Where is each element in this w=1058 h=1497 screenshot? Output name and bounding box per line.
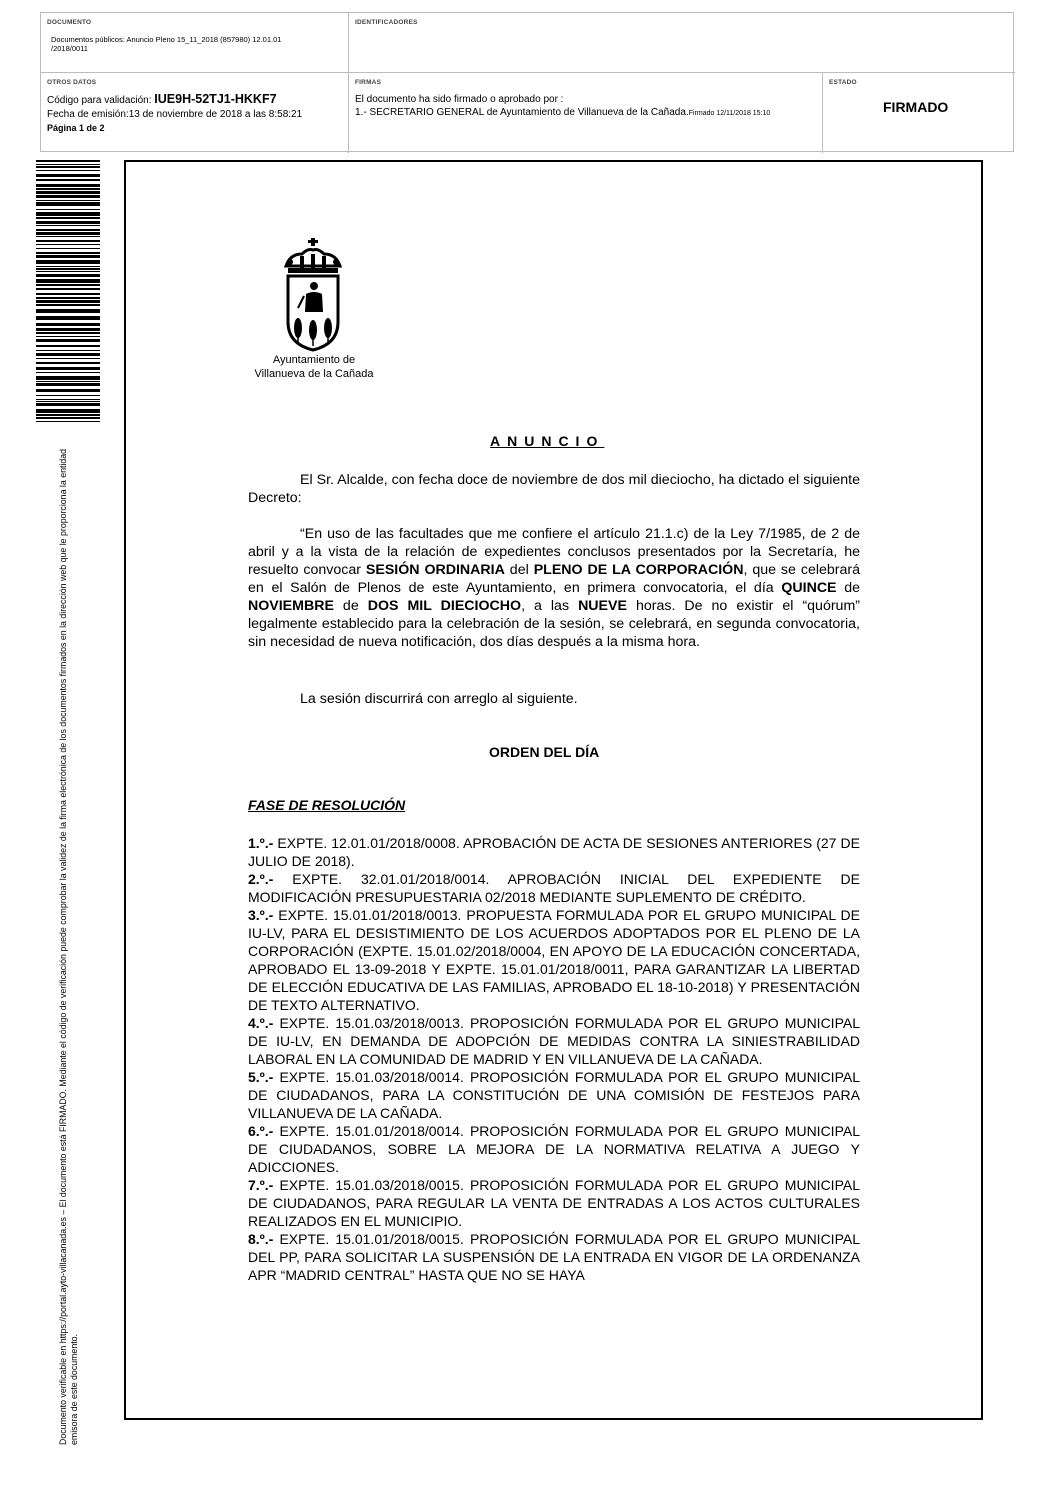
decreto-bold-2: PLENO DE LA CORPORACIÓN [533, 562, 744, 578]
decreto-text-1: “En uso de las facultades que me confiere el artículo 21.1.c) de la Ley 7/1985, de 2 de abril y a la vista de la relación de expedientes conclusos presentados por la Secretaría, he resuelto convocar [248, 526, 860, 578]
side-text-line2: emisora de este documento. [69, 1333, 79, 1445]
decreto-text-2: del [504, 562, 534, 578]
firmante-fecha: Firmado 12/11/2018 15:10 [688, 110, 771, 117]
agenda-item [248, 1122, 860, 1176]
decreto-text-7: horas. De no existir el “quórum” legalmente establecido para la celebración de la sesión, se celebrará, en segunda convocatoria, sin necesidad de nueva notificación, dos días después a la misma hora. [248, 598, 860, 650]
otros-datos-cell [41, 73, 349, 153]
identificadores-label: IDENTIFICADORES [355, 19, 418, 26]
firmante-line [355, 106, 815, 120]
decreto-text-3: , que se celebrará en el Salón de Plenos de este Ayuntamiento, en primera convocatoria, el día [248, 562, 861, 596]
agenda-item-number: 8.º.- [248, 1231, 274, 1247]
barcode [36, 160, 100, 422]
fecha-emision: Fecha de emisión:13 de noviembre de 2018 a las 8:58:21 [47, 109, 303, 120]
page-title: ANUNCIO [490, 433, 605, 449]
firmas-label: FIRMAS [355, 79, 382, 86]
estado-cell [823, 73, 1015, 153]
agenda-item-text: EXPTE. 15.01.01/2018/0015. PROPOSICIÓN FORMULADA POR EL GRUPO MUNICIPAL DEL PP, PARA SOLICITAR LA SUSPENSIÓN DE LA ENTRADA EN VIGOR DE LA ORDENANZA APR “MADRID CENTRAL” HASTA QUE NO SE HAYA [248, 1231, 860, 1283]
decreto-bold-5: DOS MIL DIECIOCHO [367, 598, 522, 614]
agenda-item-text: EXPTE. 15.01.03/2018/0014. PROPOSICIÓN FORMULADA POR EL GRUPO MUNICIPAL DE CIUDADANOS, PARA LA CONSTITUCIÓN DE UNA COMISIÓN DE FESTEJOS PARA VILLANUEVA DE LA CAÑADA. [248, 1069, 860, 1121]
agenda-item-number: 7.º.- [248, 1177, 274, 1193]
agenda-item-number: 1.º.- [248, 835, 274, 851]
codigo-value: IUE9H-52TJ1-HKKF7 [154, 92, 277, 106]
orden-del-dia-heading: ORDEN DEL DÍA [489, 744, 600, 760]
identificadores-cell [349, 13, 1015, 73]
agenda-item-text: EXPTE. 12.01.01/2018/0008. APROBACIÓN DE ACTA DE SESIONES ANTERIORES (27 DE JULIO DE 2018). [248, 835, 860, 869]
codigo-label: Código para validación: [47, 95, 152, 106]
institution-name [220, 353, 408, 381]
decreto-bold-6: NUEVE [578, 598, 627, 614]
agenda-item [248, 834, 860, 870]
pagina-info: Página 1 de 2 [47, 123, 105, 133]
decreto-text-6: , a las [521, 598, 579, 614]
institution-line1: Ayuntamiento de [272, 354, 356, 366]
agenda-item-text: EXPTE. 15.01.01/2018/0014. PROPOSICIÓN FORMULADA POR EL GRUPO MUNICIPAL DE CIUDADANOS, SOBRE LA MEJORA DE LA NORMATIVA RELATIVA A JUEGO Y ADICCIONES. [248, 1123, 860, 1175]
firmas-content [355, 93, 815, 120]
otros-datos-label: OTROS DATOS [47, 79, 97, 86]
decreto-text-5: de [333, 598, 368, 614]
agenda-item-text: EXPTE. 15.01.01/2018/0013. PROPUESTA FORMULADA POR EL GRUPO MUNICIPAL DE IU-LV, PARA EL DESISTIMIENTO DE LOS ACUERDOS ADOPTADOS POR EL PLENO DE LA CORPORACIÓN (EXPTE. 15.01.02/2018/0004, EN APOYO DE LA EDUCACIÓN CONCERTADA, APROBADO EL 13-09-2018 Y EXPTE. 15.01.01/2018/0011, PARA GARANTIZAR LA LIBERTAD DE ELECCIÓN EDUCATIVA DE LAS FAMILIAS, APROBADO EL 18-10-2018) Y PRESENTACIÓN DE TEXTO ALTERNATIVO. [248, 907, 860, 1013]
firmante: 1.- SECRETARIO GENERAL de Ayuntamiento de Villanueva de la Cañada. [355, 107, 689, 118]
firmas-intro: El documento ha sido firmado o aprobado por : [355, 94, 564, 105]
agenda-item-text: EXPTE. 15.01.03/2018/0015. PROPOSICIÓN FORMULADA POR EL GRUPO MUNICIPAL DE CIUDADANOS, PARA REGULAR LA VENTA DE ENTRADAS A LOS ACTOS CULTURALES REALIZADOS EN EL MUNICIPIO. [248, 1177, 860, 1229]
estado-value: FIRMADO [883, 99, 949, 115]
agenda-list [248, 834, 860, 1284]
decreto-bold-4: NOVIEMBRE [248, 598, 334, 614]
agenda-item [248, 1176, 860, 1230]
side-text-line1: Documento verificable en https://portal.ayto-villacanada.es – El documento está FIRMADO. Mediante el código de verificación puede comprobar la validez de la firma electrónica de los documentos firmados en la dirección web que le proporciona la entidad [58, 448, 68, 1445]
agenda-item [248, 1068, 860, 1122]
documento-cell [41, 13, 349, 73]
decreto-text-4: de [836, 580, 860, 596]
agenda-item-text: EXPTE. 15.01.03/2018/0013. PROPOSICIÓN FORMULADA POR EL GRUPO MUNICIPAL DE IU-LV, EN DEMANDA DE ADOPCIÓN DE MEDIDAS CONTRA LA SINIESTRABILIDAD LABORAL EN LA COMUNIDAD DE MADRID Y EN VILLANUEVA DE LA CAÑADA. [248, 1015, 860, 1067]
agenda-item-text: EXPTE. 32.01.01/2018/0014. APROBACIÓN INICIAL DEL EXPEDIENTE DE MODIFICACIÓN PRESUPUESTARIA 02/2018 MEDIANTE SUPLEMENTO DE CRÉDITO. [248, 871, 860, 905]
document-header-table [40, 12, 1014, 152]
coat-of-arms-logo [268, 236, 358, 354]
agenda-item [248, 906, 860, 1014]
fase-heading: FASE DE RESOLUCIÓN [248, 797, 406, 813]
sesion-paragraph: La sesión discurrirá con arreglo al siguiente. [300, 691, 578, 707]
verification-side-text [58, 440, 80, 1445]
agenda-item-number: 6.º.- [248, 1123, 274, 1139]
estado-label: ESTADO [829, 79, 857, 86]
institution-line2: Villanueva de la Cañada [254, 368, 374, 380]
agenda-item [248, 1014, 860, 1068]
agenda-item-number: 2.º.- [248, 871, 274, 887]
agenda-item-number: 3.º.- [248, 907, 274, 923]
decreto-bold-3: QUINCE [781, 580, 837, 596]
agenda-item [248, 1230, 860, 1284]
agenda-item-number: 5.º.- [248, 1069, 274, 1085]
documento-value: Documentos públicos: Anuncio Pleno 15_11_2018 (857980) 12.01.01 /2018/0011 [51, 35, 282, 53]
decreto-paragraph [248, 525, 860, 651]
decreto-bold-1: SESIÓN ORDINARIA [365, 562, 505, 578]
codigo-validacion [47, 93, 277, 107]
firmas-cell [349, 73, 823, 153]
documento-label: DOCUMENTO [47, 19, 92, 26]
intro-paragraph: El Sr. Alcalde, con fecha doce de noviembre de dos mil dieciocho, ha dictado el siguiente Decreto: [248, 472, 860, 506]
agenda-item [248, 870, 860, 906]
agenda-item-number: 4.º.- [248, 1015, 274, 1031]
